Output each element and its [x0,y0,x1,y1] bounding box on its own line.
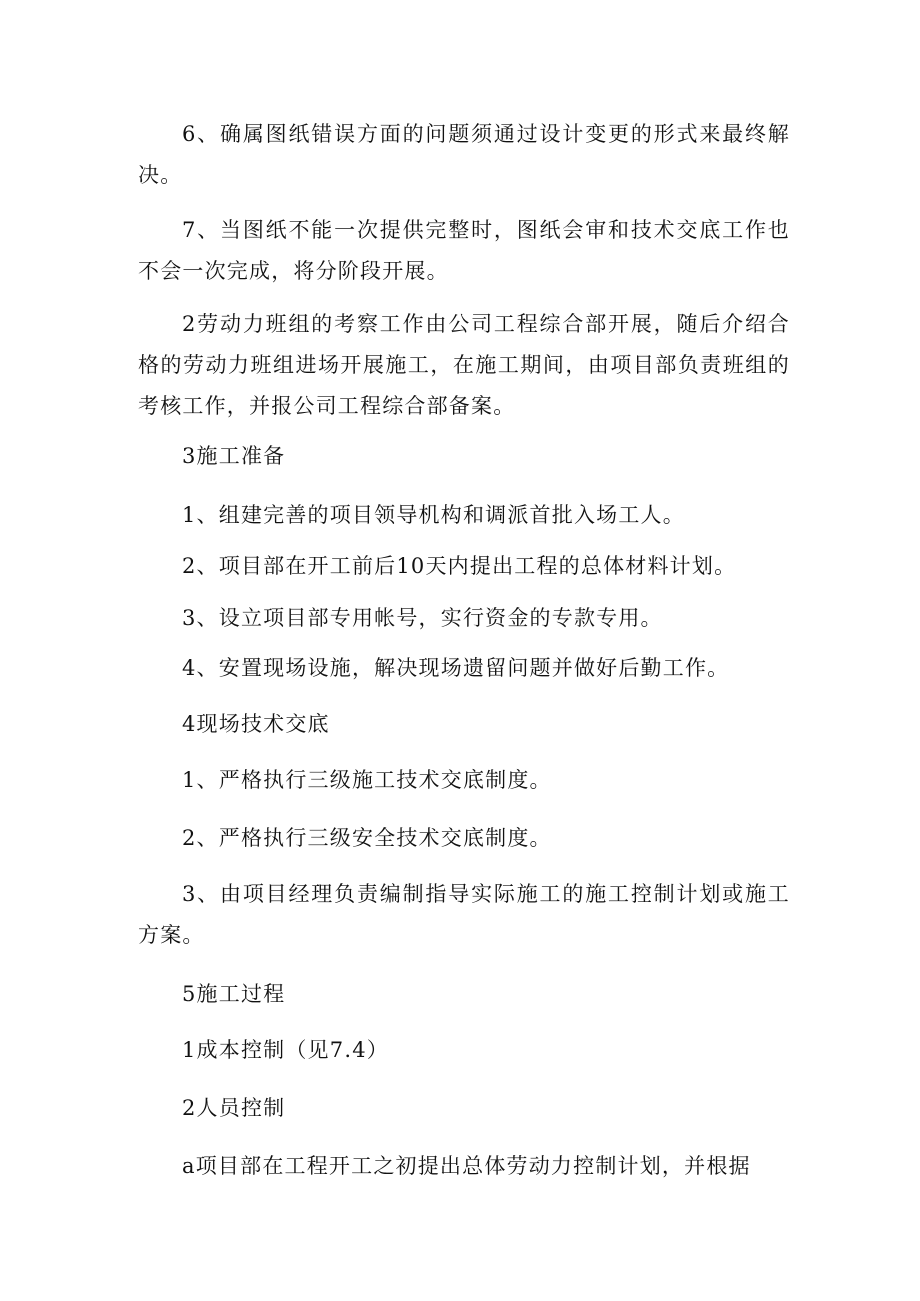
paragraph-prep-1: 1、组建完善的项目领导机构和调派首批入场工人。 [182,503,685,527]
paragraph-prep-2: 2、项目部在开工前后10天内提出工程的总体材料计划。 [182,554,737,578]
heading-construction-preparation: 3施工准备 [182,444,286,468]
paragraph-personnel-control: 2人员控制 [182,1096,286,1120]
paragraph-prep-3: 3、设立项目部专用帐号，实行资金的专款专用。 [182,606,663,630]
paragraph-drawing-errors: 6、确属图纸错误方面的问题须通过设计变更的形式来最终解决。 [138,122,790,187]
paragraph-cost-control: 1成本控制（见7.4） [182,1038,389,1062]
paragraph-labor-plan: a项目部在工程开工之初提出总体劳动力控制计划，并根据 [182,1154,751,1178]
paragraph-briefing-2: 2、严格执行三级安全技术交底制度。 [182,826,552,850]
heading-construction-process: 5施工过程 [182,982,286,1006]
paragraph-briefing-3: 3、由项目经理负责编制指导实际施工的施工控制计划或施工方案。 [138,882,790,947]
paragraph-briefing-1: 1、严格执行三级施工技术交底制度。 [182,768,552,792]
paragraph-drawings-incomplete: 7、当图纸不能一次提供完整时，图纸会审和技术交底工作也不会一次完成，将分阶段开展。 [138,218,790,283]
paragraph-prep-4: 4、安置现场设施，解决现场遗留问题并做好后勤工作。 [182,656,730,680]
paragraph-labor-teams: 2劳动力班组的考察工作由公司工程综合部开展，随后介绍合格的劳动力班组进场开展施工，在施工期间，由项目部负责班组的考核工作，并报公司工程综合部备案。 [138,312,790,418]
heading-site-technical-briefing: 4现场技术交底 [182,712,330,736]
